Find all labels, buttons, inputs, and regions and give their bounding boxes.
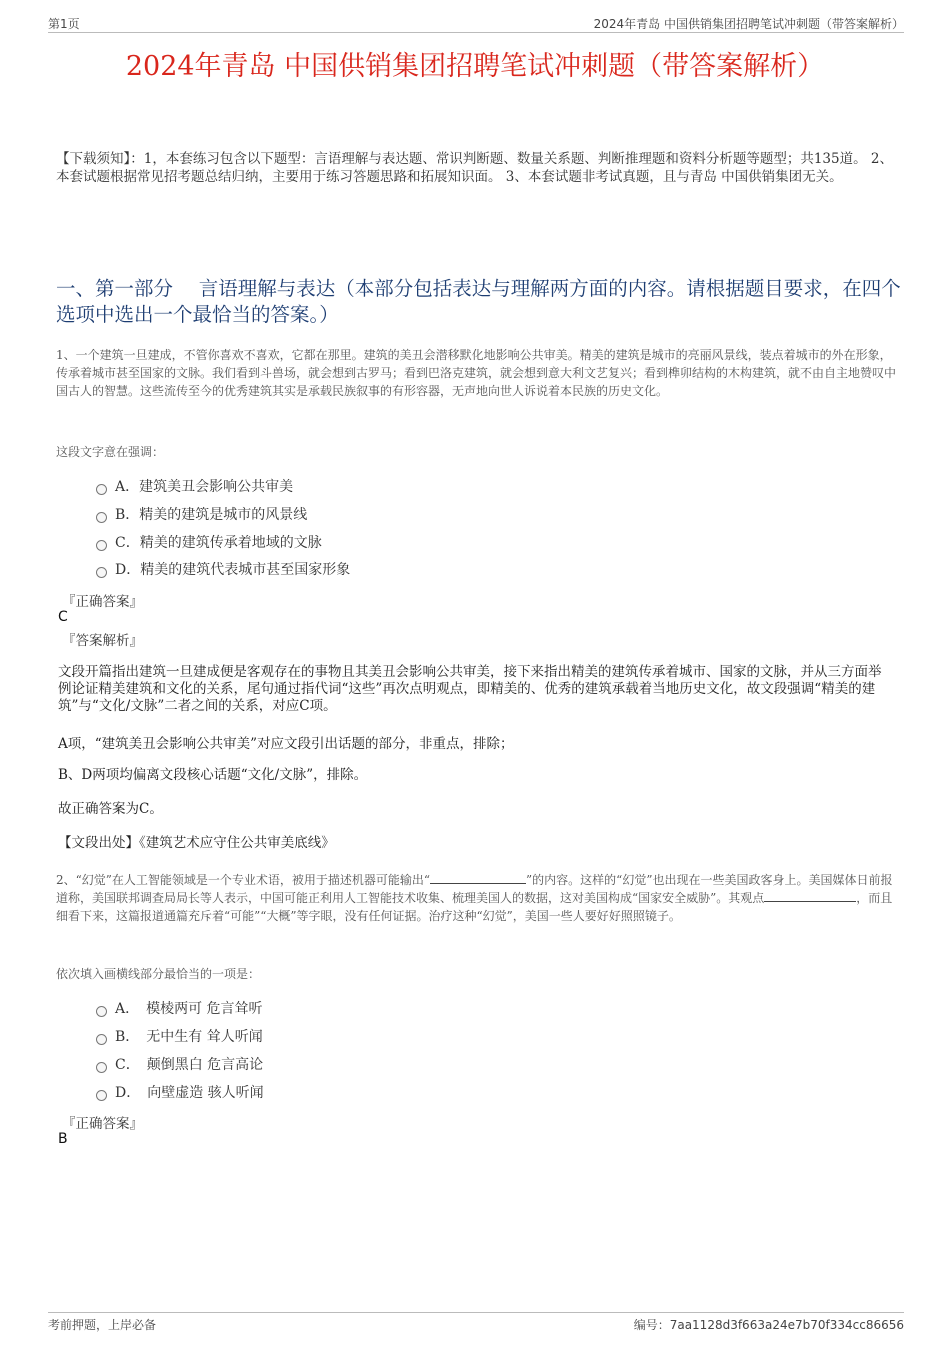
radio-icon[interactable] bbox=[96, 1062, 107, 1073]
footer-code-label: 编号： bbox=[633, 1318, 670, 1332]
download-notice: 【下载须知】：1，本套练习包含以下题型：言语理解与表达题、常识判断题、数量关系题、判断推理题和资料分析题等题型；共135道。 2、本套试题根据常见招考题总结归纳，主要用于练习答题思路和拓展知识面。 3、本套试题非考试真题，且与青岛 中国供销集团无关。 bbox=[56, 151, 893, 185]
radio-icon[interactable] bbox=[96, 1034, 107, 1045]
q1-option-c[interactable] bbox=[96, 532, 322, 552]
q1-answer: C bbox=[58, 609, 68, 625]
q2-answer: B bbox=[58, 1131, 68, 1147]
q1-analysis-para-1: 文段开篇指出建筑一旦建成便是客观存在的事物且其美丑会影响公共审美，接下来指出精美的建筑传承着城市、国家的文脉，并从三方面举例论证精美建筑和文化的关系，尾句通过指代词“这些”再次点明观点，即精美的、优秀的建筑承载着当地历史文化，故文段强调“精美的建筑”与“文化/文脉”二者之间的关系，对应C项。 bbox=[58, 664, 882, 714]
fill-blank-1 bbox=[430, 871, 526, 884]
q1-analysis-para-3: B、D两项均偏离文段核心话题“文化/文脉”，排除。 bbox=[58, 767, 368, 783]
page-number: 第1页 bbox=[48, 17, 80, 31]
option-label: A．建筑美丑会影响公共审美 bbox=[115, 479, 294, 495]
option-label: B． 无中生有 耸人听闻 bbox=[115, 1029, 263, 1045]
option-label: A． 模棱两可 危言耸听 bbox=[115, 1001, 263, 1017]
section-heading: 一、第一部分 言语理解与表达（本部分包括表达与理解两方面的内容。请根据题目要求，在四个选项中选出一个最恰当的答案。） bbox=[56, 277, 901, 326]
header-doc-title: 2024年青岛 中国供销集团招聘笔试冲刺题（带答案解析） bbox=[593, 17, 904, 31]
option-label: C．精美的建筑传承着地域的文脉 bbox=[115, 535, 322, 551]
radio-icon[interactable] bbox=[96, 567, 107, 578]
q2-answer-label: 『正确答案』 bbox=[62, 1116, 143, 1132]
q1-analysis-label: 『答案解析』 bbox=[62, 633, 143, 649]
option-label: B．精美的建筑是城市的风景线 bbox=[115, 507, 308, 523]
question-1-text: 1、一个建筑一旦建成，不管你喜欢不喜欢，它都在那里。建筑的美丑会潜移默化地影响公共审美。精美的建筑是城市的亮丽风景线，装点着城市的外在形象，传承着城市甚至国家的文脉。我们看到斗兽场，就会想到古罗马；看到巴洛克建筑，就会想到意大利文艺复兴；看到榫卯结构的木构建筑，就不由自主地赞叹中国古人的智慧。这些流传至今的优秀建筑其实是承载民族叙事的有形容器，无声地向世人诉说着本民族的历史文化。 bbox=[56, 348, 897, 398]
q2-option-d[interactable] bbox=[96, 1082, 264, 1102]
radio-icon[interactable] bbox=[96, 512, 107, 523]
q1-analysis-para-4: 故正确答案为C。 bbox=[58, 801, 163, 817]
q1-answer-label: 『正确答案』 bbox=[62, 594, 143, 610]
q2-option-b[interactable] bbox=[96, 1026, 263, 1046]
radio-icon[interactable] bbox=[96, 484, 107, 495]
q1-source: 【文段出处】《建筑艺术应守住公共审美底线》 bbox=[58, 835, 335, 851]
question-2-text: 2、“幻觉”在人工智能领域是一个专业术语，被用于描述机器可能输出“ ”的内容。这样的“幻觉”也出现在一些美国政客身上。美国媒体日前报道称，美国联邦调查局局长等人表示，中国可能正利用人工智能技术收集、梳理美国人的数据，这对美国构成“国家安全威胁”。其观点 ，而且细看下来，这篇报道通篇充斥着“可能”“大概”等字眼，没有任何证据。治疗这种“幻觉”，美国一些人要好好照照镜子。 bbox=[56, 873, 893, 923]
document-title: 2024年青岛 中国供销集团招聘笔试冲刺题（带答案解析） bbox=[125, 51, 825, 82]
radio-icon[interactable] bbox=[96, 540, 107, 551]
footer-code-block bbox=[634, 1316, 904, 1333]
option-label: D．精美的建筑代表城市甚至国家形象 bbox=[115, 562, 351, 578]
q1-option-b[interactable] bbox=[96, 504, 307, 524]
page-footer bbox=[48, 1312, 904, 1333]
radio-icon[interactable] bbox=[96, 1006, 107, 1017]
fill-blank-2 bbox=[764, 889, 856, 902]
option-label: D． 向壁虚造 骇人听闻 bbox=[115, 1085, 264, 1101]
option-label: C． 颠倒黑白 危言高论 bbox=[115, 1057, 264, 1073]
question-2-prompt: 依次填入画横线部分最恰当的一项是： bbox=[56, 967, 261, 981]
q1-option-a[interactable] bbox=[96, 476, 293, 496]
radio-icon[interactable] bbox=[96, 1090, 107, 1101]
q2-option-c[interactable] bbox=[96, 1054, 263, 1074]
q1-option-d[interactable] bbox=[96, 559, 350, 579]
footer-slogan: 考前押题，上岸必备 bbox=[48, 1318, 157, 1332]
q1-analysis-para-2: A项，“建筑美丑会影响公共审美”对应文段引出话题的部分，非重点，排除； bbox=[58, 736, 514, 752]
question-1-prompt: 这段文字意在强调： bbox=[56, 445, 165, 459]
footer-code: 7aa1128d3f663a24e7b70f334cc86656 bbox=[669, 1318, 904, 1332]
page-header bbox=[48, 14, 904, 33]
q2-option-a[interactable] bbox=[96, 998, 263, 1018]
